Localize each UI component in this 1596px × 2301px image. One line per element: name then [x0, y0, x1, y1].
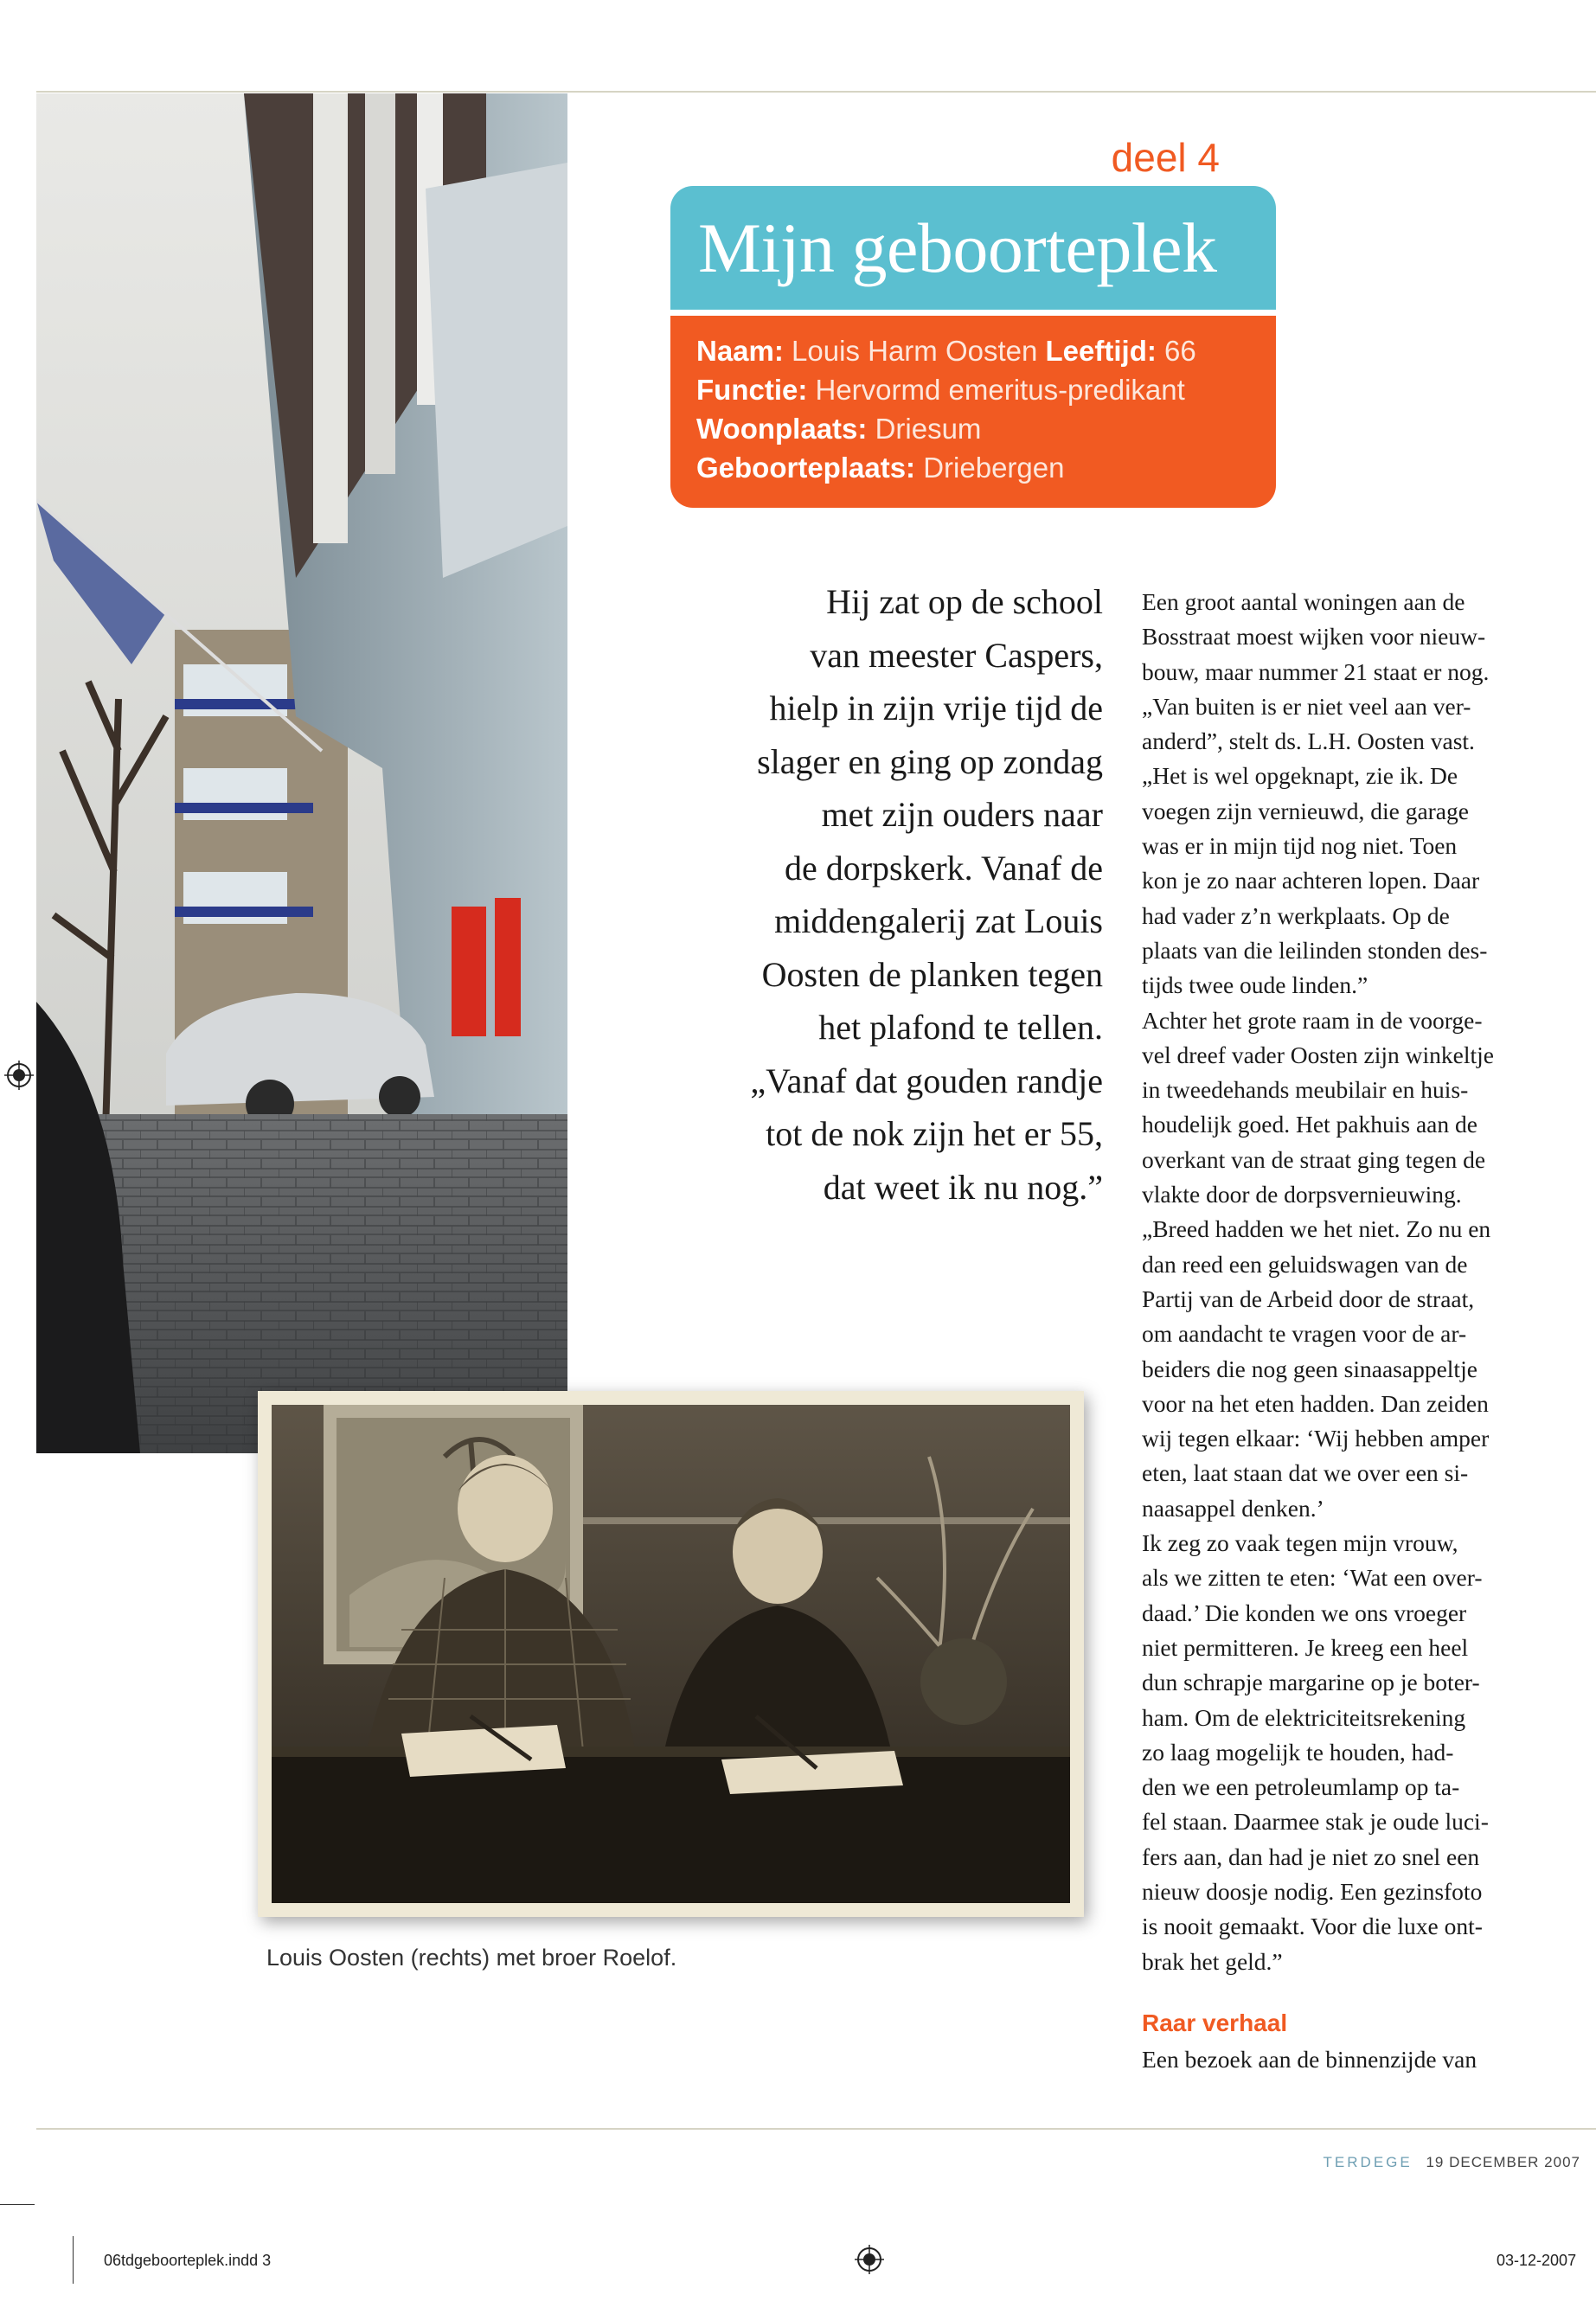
residence-value: Driesum — [875, 413, 982, 445]
article-line: vlakte door de dorpsvernieuwing. — [1142, 1181, 1462, 1208]
page-footer — [1324, 2154, 1580, 2171]
article-line: wij tegen elkaar: ‘Wij hebben amper — [1142, 1425, 1490, 1452]
article-line: was er in mijn tijd nog niet. Toen — [1142, 832, 1458, 860]
article-line: plaats van die leilinden stonden des- — [1142, 936, 1488, 964]
name-value: Louis Harm Oosten — [792, 335, 1038, 367]
age-label: Leeftijd: — [1045, 335, 1157, 367]
article-line: Partij van de Arbeid door de straat, — [1142, 1285, 1475, 1312]
pull-quote-line: met zijn ouders naar — [821, 795, 1103, 834]
pull-quote-line: „Vanaf dat gouden randje — [750, 1061, 1103, 1100]
article-line: Bosstraat moest wijken voor nieuw- — [1142, 623, 1486, 651]
profile-name-row — [696, 331, 1250, 370]
article-line: Een groot aantal woningen aan de — [1142, 588, 1465, 615]
article-line: is nooit gemaakt. Voor die luxe ont- — [1142, 1913, 1483, 1940]
article-line: daad.’ Die konden we ons vroeger — [1142, 1599, 1467, 1626]
article-line: tijds twee oude linden.” — [1142, 971, 1368, 999]
article-line: naasappel denken.’ — [1142, 1494, 1324, 1522]
article-line: zo laag mogelijk te houden, had- — [1142, 1738, 1454, 1766]
function-value: Hervormd emeritus-predikant — [815, 374, 1185, 406]
page-title: Mijn geboorteplek — [698, 208, 1217, 287]
article-line: „Het is wel opgeknapt, zie ik. De — [1142, 762, 1458, 790]
article-line: dan reed een geluidswagen van de — [1142, 1250, 1468, 1278]
article-line: bouw, maar nummer 21 staat er nog. — [1142, 657, 1490, 685]
pull-quote-line: Oosten de planken tegen — [761, 954, 1103, 994]
part-label: deel 4 — [1111, 135, 1220, 180]
issue-date: 19 DECEMBER 2007 — [1426, 2154, 1580, 2170]
article-line: dun schrapje margarine op je boter- — [1142, 1669, 1480, 1696]
article-line: beiders die nog geen sinaasappeltje — [1142, 1355, 1477, 1382]
article-line: vel dreef vader Oosten zijn winkeltje — [1142, 1041, 1494, 1068]
profile-birthplace-row — [696, 448, 1250, 487]
title-banner — [670, 186, 1276, 310]
article-line: nieuw doosje nodig. Een gezinsfoto — [1142, 1877, 1483, 1905]
article-line: in tweedehands meubilair en huis- — [1142, 1076, 1469, 1104]
article-line: niet permitteren. Je kreeg een heel — [1142, 1633, 1469, 1661]
crop-mark — [0, 2204, 35, 2205]
article-line: fers aan, dan had je niet zo snel een — [1142, 1843, 1480, 1870]
street-scene-image — [36, 93, 567, 1453]
article-line: had vader z’n werkplaats. Op de — [1142, 901, 1450, 929]
article-line: anderd”, stelt ds. L.H. Oosten vast. — [1142, 727, 1475, 755]
article-line: „Breed hadden we het niet. Zo nu en — [1142, 1215, 1491, 1243]
article-subheading: Raar verhaal — [1142, 2009, 1288, 2036]
birthplace-value: Driebergen — [923, 452, 1065, 484]
article-body — [1142, 585, 1548, 1979]
article-line: voor na het eten hadden. Dan zeiden — [1142, 1389, 1489, 1417]
registration-mark-icon — [855, 2245, 884, 2274]
pull-quote-line: het plafond te tellen. — [818, 1008, 1103, 1047]
brothers-photo-image — [272, 1405, 1070, 1903]
registration-mark-icon — [4, 1061, 34, 1090]
top-rule — [36, 91, 1596, 93]
article-line: als we zitten te eten: ‘Wat een over- — [1142, 1564, 1483, 1592]
pull-quote — [709, 575, 1103, 1214]
pull-quote-line: de dorpskerk. Vanaf de — [784, 848, 1103, 888]
slug-filename: 06tdgeboorteplek.indd 3 — [104, 2252, 272, 2269]
article-line: overkant van de straat ging tegen de — [1142, 1145, 1486, 1173]
pull-quote-line: tot de nok zijn het er 55, — [766, 1114, 1103, 1153]
article-line: Achter het grote raam in de voorge- — [1142, 1006, 1483, 1034]
profile-function-row — [696, 370, 1250, 409]
pull-quote-line: dat weet ik nu nog.” — [823, 1167, 1103, 1207]
slug-date: 03-12-2007 — [1497, 2252, 1577, 2269]
article-continuation: Een bezoek aan de binnenzijde van — [1142, 2046, 1477, 2073]
age-value: 66 — [1164, 335, 1196, 367]
bottom-rule — [36, 2128, 1596, 2130]
magazine-name: TERDEGE — [1323, 2154, 1413, 2170]
profile-box — [670, 316, 1276, 508]
article-line: brak het geld.” — [1142, 1947, 1283, 1975]
article-line: „Van buiten is er niet veel aan ver- — [1142, 692, 1471, 720]
pull-quote-line: middengalerij zat Louis — [774, 901, 1103, 940]
article-line: voegen zijn vernieuwd, die garage — [1142, 797, 1469, 824]
article-line: ham. Om de elektriciteitsrekening — [1142, 1703, 1466, 1731]
pull-quote-line: hielp in zijn vrije tijd de — [769, 689, 1103, 727]
school-photo — [258, 1391, 1084, 1917]
article-line: houdelijk goed. Het pakhuis aan de — [1142, 1111, 1477, 1138]
article-line: fel staan. Daarmee stak je oude luci- — [1142, 1808, 1489, 1836]
photo-caption: Louis Oosten (rechts) met broer Roelof. — [266, 1945, 677, 1971]
name-label: Naam: — [696, 335, 784, 367]
street-photo — [36, 93, 567, 1453]
residence-label: Woonplaats: — [696, 413, 868, 445]
function-label: Functie: — [696, 374, 808, 406]
pull-quote-line: van meester Caspers, — [810, 635, 1103, 675]
profile-residence-row — [696, 409, 1250, 448]
article-line: Ik zeg zo vaak tegen mijn vrouw, — [1142, 1529, 1458, 1557]
article-line: den we een petroleumlamp op ta- — [1142, 1773, 1460, 1801]
birthplace-label: Geboorteplaats: — [696, 452, 916, 484]
slug-divider — [73, 2236, 74, 2284]
pull-quote-line: Hij zat op de school — [826, 582, 1103, 621]
article-line: kon je zo naar achteren lopen. Daar — [1142, 867, 1480, 894]
article-line: om aandacht te vragen voor de ar- — [1142, 1320, 1467, 1348]
pull-quote-line: slager en ging op zondag — [757, 741, 1103, 781]
article-line: eten, laat staan dat we over een si- — [1142, 1459, 1469, 1487]
